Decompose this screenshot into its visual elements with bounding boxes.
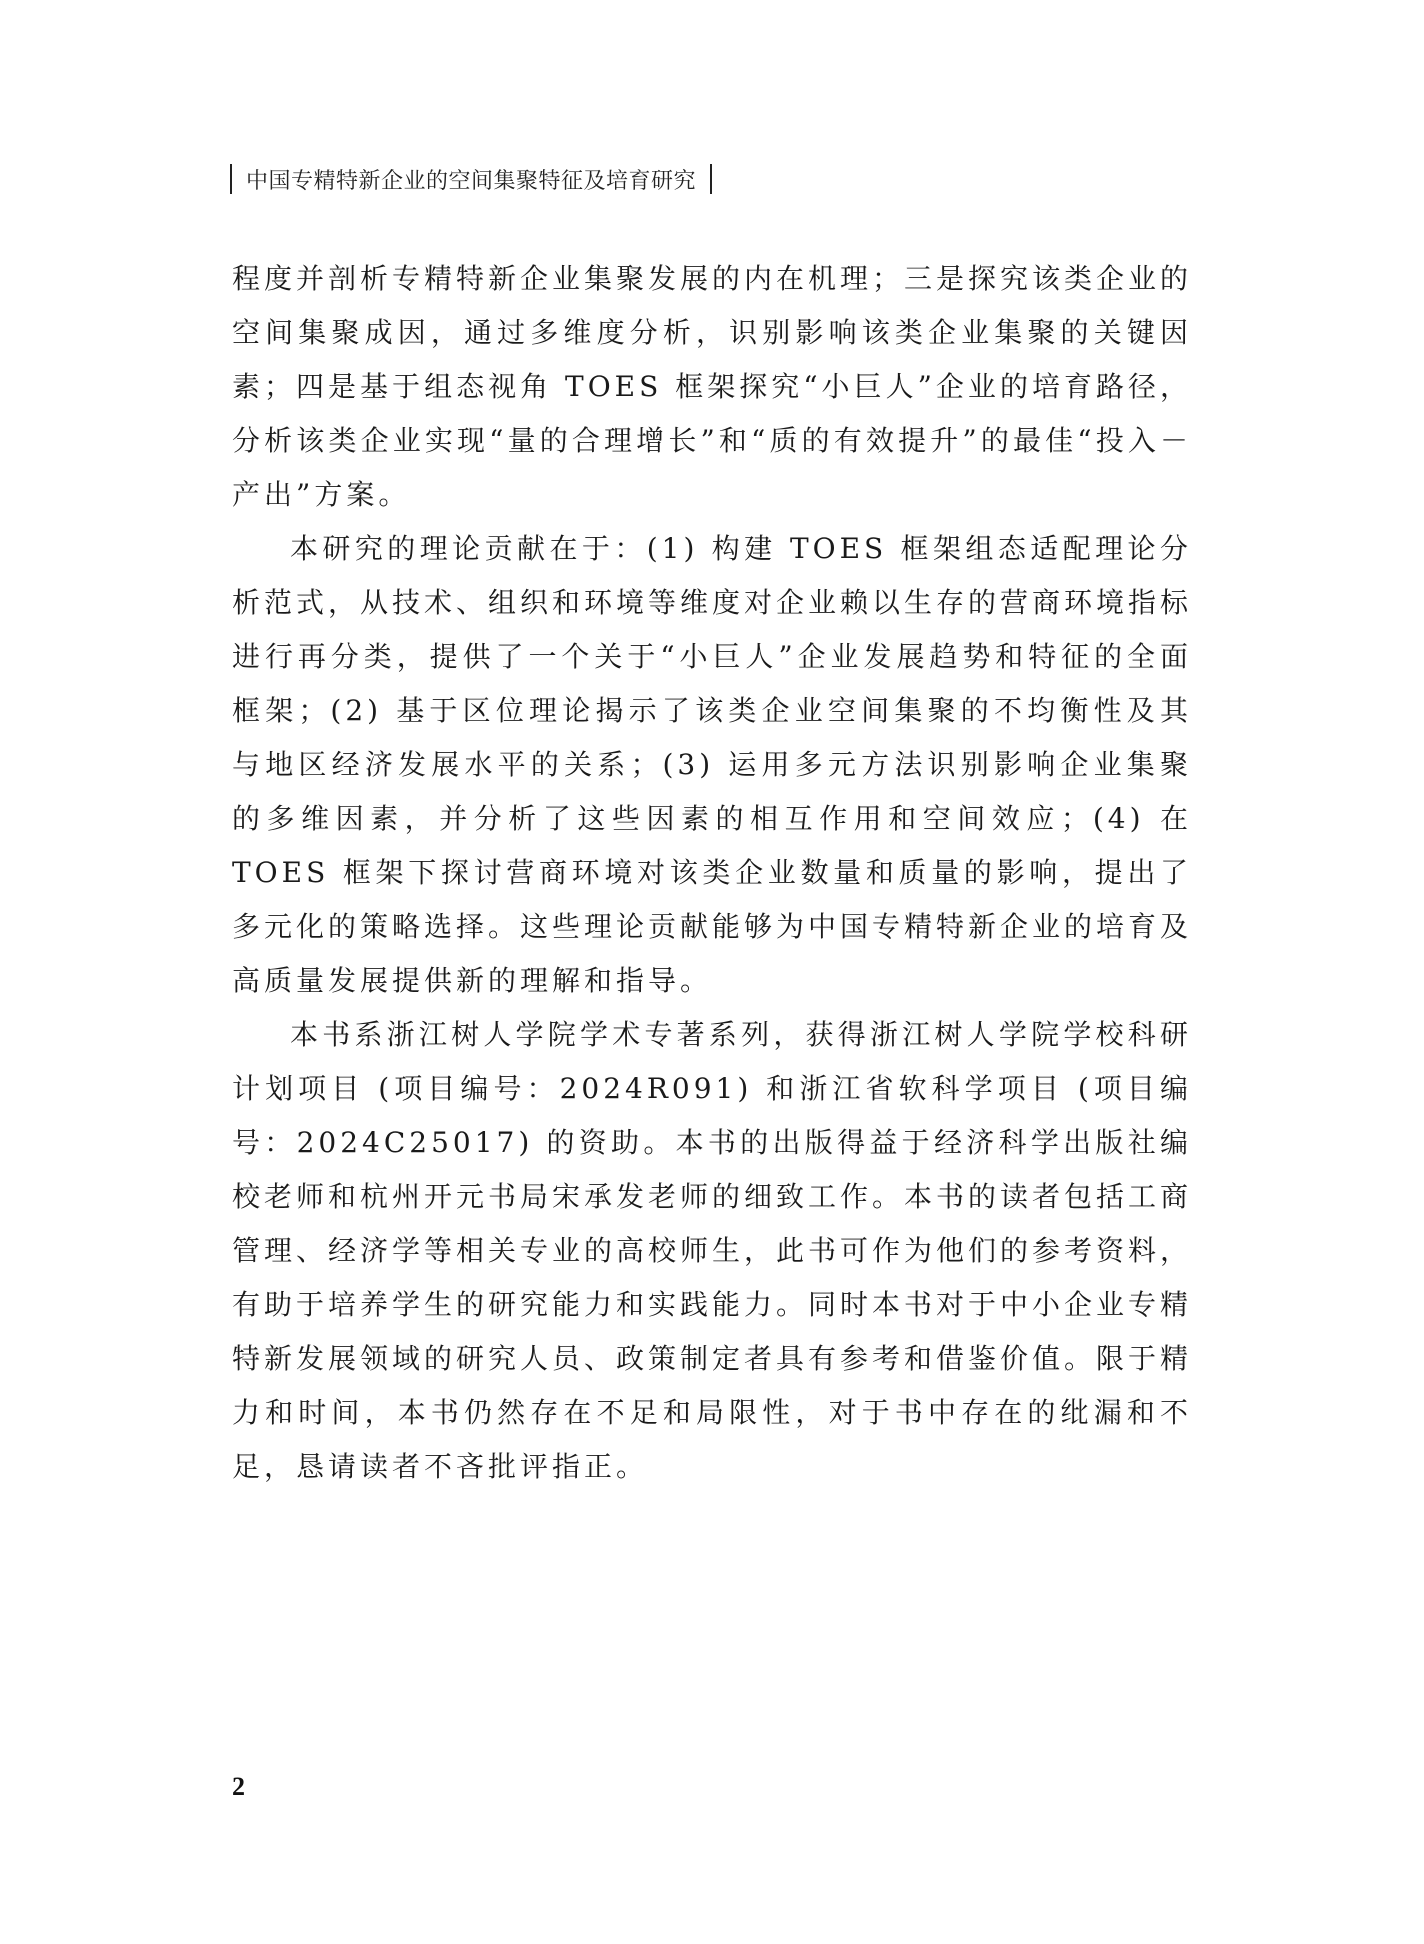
body-text — [232, 252, 1192, 1494]
paragraph-continuation: 程度并剖析专精特新企业集聚发展的内在机理；三是探究该类企业的空间集聚成因，通过多维度分析，识别影响该类企业集聚的关键因素；四是基于组态视角 TOES 框架探究“小巨人”企业的培育路径，分析该类企业实现“量的合理增长”和“质的有效提升”的最佳“投入－产出”方案。 — [232, 262, 1193, 511]
running-header — [230, 160, 712, 198]
paragraph-theoretical-contributions: 本研究的理论贡献在于：(1) 构建 TOES 框架组态适配理论分析范式，从技术、组织和环境等维度对企业赖以生存的营商环境指标进行再分类，提供了一个关于“小巨人”企业发展趋势和特征的全面框架；(2) 基于区位理论揭示了该类企业空间集聚的不均衡性及其与地区经济发展水平的关系；(3) 运用多元方法识别影响企业集聚的多维因素，并分析了这些因素的相互作用和空间效应；(4) 在 TOES 框架下探讨营商环境对该类企业数量和质量的影响，提出了多元化的策略选择。这些理论贡献能够为中国专精特新企业的培育及高质量发展提供新的理解和指导。 — [232, 532, 1193, 997]
paragraph-acknowledgements: 本书系浙江树人学院学术专著系列，获得浙江树人学院学校科研计划项目 (项目编号：2024R091) 和浙江省软科学项目 (项目编号：2024C25017) 的资助。本书的出版得益于经济科学出版社编校老师和杭州开元书局宋承发老师的细致工作。本书的读者包括工商管理、经济学等相关专业的高校师生，此书可作为他们的参考资料，有助于培养学生的研究能力和实践能力。同时本书对于中小企业专精特新发展领域的研究人员、政策制定者具有参考和借鉴价值。限于精力和时间，本书仍然存在不足和局限性，对于书中存在的纰漏和不足，恳请读者不吝批评指正。 — [232, 1018, 1193, 1483]
running-title: 中国专精特新企业的空间集聚特征及培育研究 — [246, 168, 697, 194]
page-number: 2 — [232, 1772, 245, 1801]
header-right-rule — [710, 164, 712, 194]
